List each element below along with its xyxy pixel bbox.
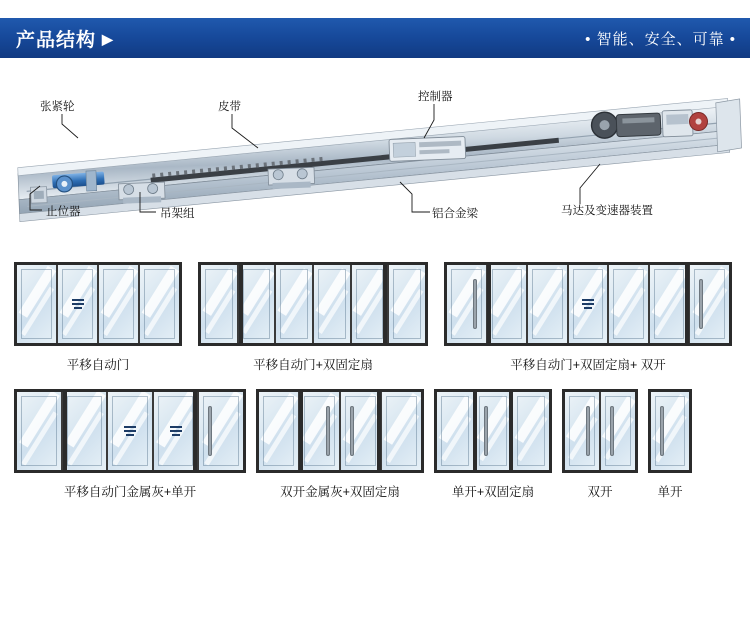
door-handle-icon <box>350 406 354 456</box>
door-illustration <box>648 389 692 473</box>
door-illustration <box>444 262 732 346</box>
door-caption: 单开 <box>657 485 683 499</box>
door-config-sliding-two-fixed-double-swing[interactable] <box>444 262 732 373</box>
door-caption: 双开金属灰+双固定扇 <box>280 485 400 499</box>
door-handle-icon <box>326 406 330 456</box>
door-config-single-swing-two-fixed[interactable] <box>434 389 552 500</box>
door-handle-icon <box>660 406 664 456</box>
door-caption: 平移自动门+双固定扇+ 双开 <box>510 358 666 372</box>
door-handle-icon <box>484 406 488 456</box>
lock-icon <box>72 299 84 309</box>
operator-structure-illustration <box>0 62 750 252</box>
door-illustration <box>562 389 638 473</box>
diagram-label-hanger-set: 吊架组 <box>160 208 195 220</box>
door-caption: 平移自动门金属灰+单开 <box>63 485 197 499</box>
door-configurations <box>0 262 750 500</box>
door-handle-icon <box>208 406 212 456</box>
chevron-right-icon: ▶ <box>102 31 114 47</box>
door-handle-icon <box>610 406 614 456</box>
operator-structure-diagram <box>0 62 750 252</box>
diagram-label-stopper: 止位器 <box>46 206 81 218</box>
diagram-label-belt: 皮带 <box>218 101 241 113</box>
diagram-label-aluminum-beam: 铝合金梁 <box>432 208 478 220</box>
door-row-1 <box>0 262 750 373</box>
door-caption: 平移自动门 <box>66 358 130 372</box>
door-config-sliding-two-fixed[interactable] <box>198 262 428 373</box>
door-config-sliding[interactable] <box>14 262 182 373</box>
door-caption: 单开+双固定扇 <box>451 485 535 499</box>
door-handle-icon <box>586 406 590 456</box>
door-caption: 平移自动门+双固定扇 <box>253 358 373 372</box>
door-illustration <box>198 262 428 346</box>
door-caption: 双开 <box>587 485 613 499</box>
diagram-label-motor-gearbox: 马达及变速器装置 <box>561 205 653 217</box>
header-slogan: • 智能、安全、可靠 • <box>585 30 736 48</box>
door-config-sliding-grey-single-swing[interactable] <box>14 389 246 500</box>
page-title <box>16 25 114 52</box>
door-illustration <box>14 389 246 473</box>
diagram-label-controller: 控制器 <box>418 91 453 103</box>
section-header <box>0 18 750 58</box>
door-illustration <box>434 389 552 473</box>
door-config-double-swing-grey-two-fixed[interactable] <box>256 389 424 500</box>
door-config-single-swing[interactable] <box>648 389 692 500</box>
lock-icon <box>124 426 136 436</box>
door-handle-icon <box>699 279 703 329</box>
door-row-2 <box>0 389 750 500</box>
page-title-text: 产品结构 <box>16 29 97 51</box>
door-handle-icon <box>473 279 477 329</box>
door-config-double-swing[interactable] <box>562 389 638 500</box>
door-illustration <box>256 389 424 473</box>
door-illustration <box>14 262 182 346</box>
lock-icon <box>582 299 594 309</box>
lock-icon <box>170 426 182 436</box>
diagram-label-tension-pulley: 张紧轮 <box>40 101 75 113</box>
